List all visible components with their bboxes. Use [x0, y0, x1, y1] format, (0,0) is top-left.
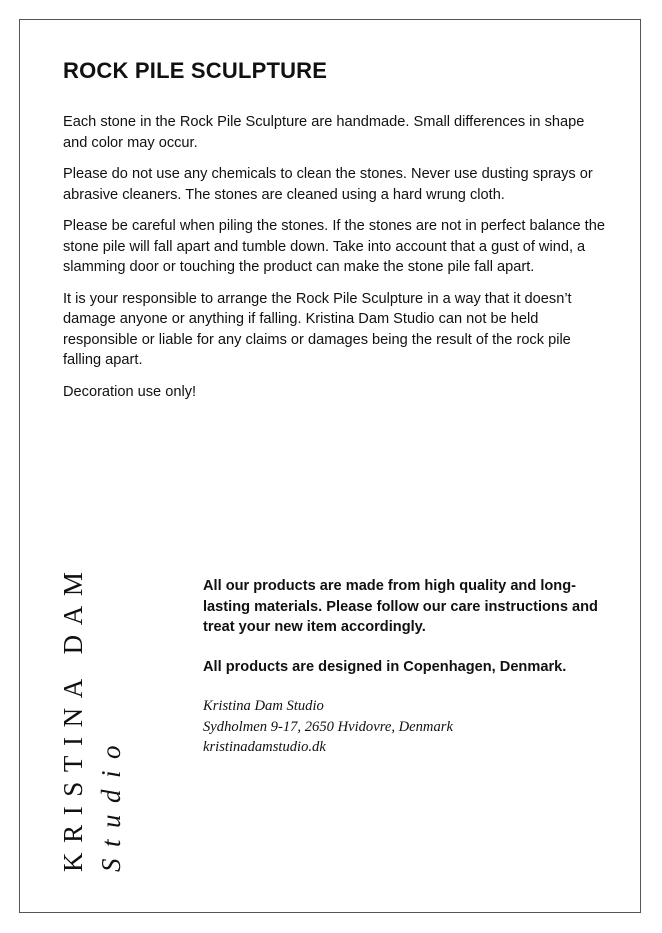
- origin-statement: All products are designed in Copenhagen, Denmark.: [203, 658, 567, 675]
- paragraph-liability: It is your responsible to arrange the Rock Pile Sculpture in a way that it doesn’t damage anyone or anything if falling. Kristina Dam Studio can not be held responsible or liable for any claims or damages being the result of the rock pile falling apart.: [63, 290, 572, 368]
- care-instructions: [63, 112, 608, 413]
- company-name: Kristina Dam Studio: [203, 698, 324, 714]
- brand-name: KRISTINA DAM: [58, 562, 88, 872]
- info-block: [203, 576, 613, 758]
- brand-sub: Studio: [96, 733, 126, 872]
- address-block: [203, 696, 613, 758]
- brand-logo: [58, 562, 132, 874]
- street-address: Sydholmen 9-17, 2650 Hvidovre, Denmark: [203, 718, 453, 735]
- paragraph-balance: Please be careful when piling the stones. If the stones are not in perfect balance the stone pile will fall apart and tumble down. Take into account that a gust of wind, a slamming door or touching the product can make the stone pile fall apart.: [63, 218, 605, 275]
- paragraph-cleaning: Please do not use any chemicals to clean the stones. Never use dusting sprays or abrasive cleaners. The stones are cleaned using a hard wrung cloth.: [63, 166, 593, 203]
- page-title: ROCK PILE SCULPTURE: [63, 58, 328, 83]
- paragraph-handmade: Each stone in the Rock Pile Sculpture are handmade. Small differences in shape and color may occur.: [63, 114, 585, 151]
- quality-statement: All our products are made from high quality and long-lasting materials. Please follow our care instructions and treat your new item accordingly.: [203, 578, 598, 635]
- paragraph-decoration: Decoration use only!: [63, 383, 197, 400]
- website: kristinadamstudio.dk: [203, 739, 326, 755]
